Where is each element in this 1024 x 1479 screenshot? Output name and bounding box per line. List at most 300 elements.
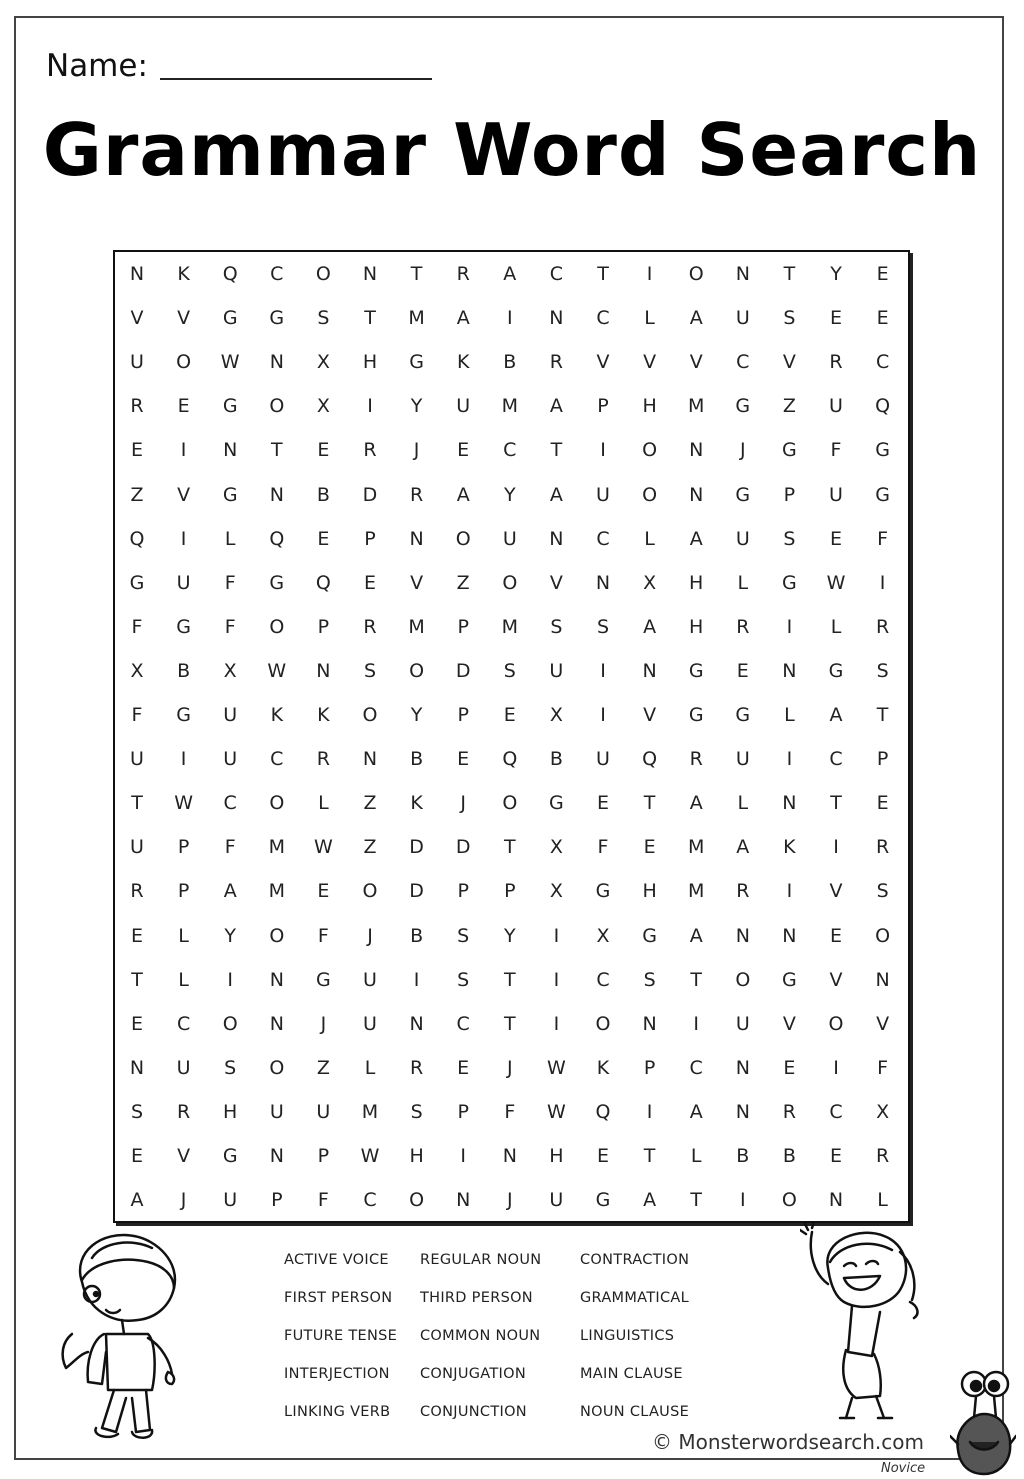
grid-letter[interactable]: M — [361, 1100, 379, 1123]
grid-letter[interactable]: C — [363, 1189, 377, 1212]
grid-letter[interactable]: D — [362, 483, 378, 506]
grid-letter[interactable]: A — [829, 704, 843, 726]
grid-letter[interactable]: N — [782, 659, 797, 682]
grid-letter[interactable]: U — [456, 395, 471, 418]
grid-letter[interactable]: N — [875, 968, 890, 991]
grid-letter[interactable]: L — [737, 571, 749, 594]
grid-letter[interactable]: A — [736, 836, 750, 859]
grid-letter[interactable]: Q — [129, 527, 145, 550]
grid-letter[interactable]: E — [457, 748, 470, 771]
grid-letter[interactable]: E — [876, 307, 889, 330]
grid-letter[interactable]: P — [177, 836, 190, 859]
grid-letter[interactable]: J — [367, 924, 373, 947]
grid-letter[interactable]: T — [783, 263, 796, 285]
grid-letter[interactable]: P — [177, 880, 190, 903]
grid-letter[interactable]: P — [457, 704, 469, 726]
grid-letter[interactable]: S — [410, 1100, 423, 1123]
grid-letter[interactable]: E — [829, 924, 842, 947]
grid-letter[interactable]: L — [690, 1145, 702, 1167]
grid-letter[interactable]: O — [269, 615, 285, 638]
grid-letter[interactable]: M — [687, 395, 705, 418]
grid-letter[interactable]: S — [130, 1100, 144, 1123]
grid-letter[interactable]: L — [830, 615, 842, 638]
grid-letter[interactable]: N — [828, 1189, 844, 1212]
grid-letter[interactable]: I — [646, 263, 653, 285]
grid-letter[interactable]: B — [503, 351, 517, 374]
grid-letter[interactable]: U — [549, 1189, 564, 1212]
grid-letter[interactable]: G — [642, 924, 657, 947]
grid-letter[interactable]: I — [646, 1100, 653, 1123]
grid-letter[interactable]: T — [643, 792, 656, 815]
grid-letter[interactable]: A — [549, 483, 563, 506]
grid-letter[interactable]: T — [503, 968, 516, 991]
grid-letter[interactable]: T — [690, 1189, 702, 1212]
grid-letter[interactable]: Z — [782, 395, 796, 418]
grid-letter[interactable]: I — [553, 1012, 560, 1035]
grid-letter[interactable]: I — [180, 439, 187, 462]
grid-letter[interactable]: E — [130, 439, 143, 462]
grid-letter[interactable]: E — [177, 395, 190, 418]
grid-letter[interactable]: X — [223, 659, 237, 682]
grid-letter[interactable]: A — [456, 307, 470, 330]
grid-letter[interactable]: N — [269, 1012, 284, 1035]
grid-letter[interactable]: C — [829, 748, 843, 771]
grid-letter[interactable]: C — [270, 748, 284, 771]
grid-letter[interactable]: S — [503, 659, 516, 682]
grid-letter[interactable]: O — [269, 924, 285, 947]
grid-letter[interactable]: U — [829, 395, 843, 418]
grid-letter[interactable]: F — [224, 615, 236, 638]
grid-letter[interactable]: L — [178, 968, 189, 991]
grid-letter[interactable]: T — [550, 439, 563, 462]
grid-letter[interactable]: T — [131, 792, 143, 815]
grid-letter[interactable]: G — [595, 1189, 611, 1212]
grid-letter[interactable]: K — [410, 792, 423, 815]
grid-letter[interactable]: N — [642, 659, 657, 682]
grid-letter[interactable]: N — [362, 263, 378, 285]
grid-letter[interactable]: Y — [410, 704, 423, 726]
grid-letter[interactable]: L — [877, 1189, 888, 1212]
grid-letter[interactable]: K — [783, 836, 796, 859]
grid-letter[interactable]: B — [736, 1145, 750, 1167]
grid-letter[interactable]: U — [130, 351, 144, 374]
grid-letter[interactable]: P — [876, 748, 889, 771]
grid-letter[interactable]: C — [270, 263, 284, 285]
grid-letter[interactable]: N — [269, 351, 284, 374]
grid-letter[interactable]: Q — [222, 263, 238, 285]
grid-letter[interactable]: K — [456, 351, 470, 374]
grid-letter[interactable]: K — [270, 704, 284, 726]
grid-letter[interactable]: G — [782, 968, 797, 991]
grid-letter[interactable]: I — [180, 527, 187, 550]
grid-letter[interactable]: M — [408, 615, 425, 638]
grid-letter[interactable]: T — [830, 792, 842, 815]
grid-letter[interactable]: N — [735, 1056, 750, 1079]
grid-letter[interactable]: C — [829, 1100, 843, 1123]
grid-letter[interactable]: O — [642, 439, 658, 462]
grid-letter[interactable]: G — [549, 792, 564, 815]
grid-letter[interactable]: J — [320, 1012, 327, 1035]
grid-letter[interactable]: P — [457, 1100, 469, 1123]
grid-letter[interactable]: G — [176, 615, 191, 638]
grid-letter[interactable]: V — [549, 571, 563, 594]
grid-letter[interactable]: M — [268, 836, 285, 859]
grid-letter[interactable]: E — [130, 1012, 143, 1035]
grid-letter[interactable]: L — [178, 924, 189, 947]
grid-letter[interactable]: I — [786, 615, 793, 638]
grid-letter[interactable]: R — [363, 615, 377, 638]
grid-letter[interactable]: R — [875, 836, 890, 859]
grid-letter[interactable]: N — [362, 748, 378, 771]
grid-letter[interactable]: J — [413, 439, 420, 462]
grid-letter[interactable]: X — [130, 659, 144, 682]
grid-letter[interactable]: O — [595, 1012, 611, 1035]
grid-letter[interactable]: A — [130, 1189, 144, 1212]
grid-letter[interactable]: A — [689, 1100, 703, 1123]
grid-letter[interactable]: F — [131, 704, 143, 726]
grid-letter[interactable]: U — [130, 748, 144, 771]
grid-letter[interactable]: D — [455, 836, 471, 859]
grid-letter[interactable]: A — [643, 1189, 657, 1212]
grid-letter[interactable]: O — [362, 880, 378, 903]
grid-letter[interactable]: J — [460, 792, 466, 815]
grid-letter[interactable]: G — [269, 307, 285, 330]
grid-letter[interactable]: X — [596, 924, 610, 947]
grid-letter[interactable]: L — [737, 792, 749, 815]
grid-letter[interactable]: R — [736, 880, 750, 903]
grid-letter[interactable]: A — [223, 880, 237, 903]
grid-letter[interactable]: E — [317, 439, 330, 462]
grid-letter[interactable]: Z — [130, 483, 144, 506]
grid-letter[interactable]: P — [271, 1189, 283, 1212]
grid-letter[interactable]: S — [457, 968, 470, 991]
grid-letter[interactable]: P — [783, 483, 796, 506]
grid-letter[interactable]: Q — [502, 748, 518, 771]
grid-letter[interactable]: S — [317, 307, 330, 330]
grid-letter[interactable]: J — [506, 1056, 513, 1079]
grid-letter[interactable]: A — [689, 792, 703, 815]
grid-letter[interactable]: W — [546, 1100, 566, 1123]
grid-letter[interactable]: U — [223, 704, 238, 726]
grid-letter[interactable]: Z — [456, 571, 470, 594]
grid-letter[interactable]: E — [596, 1145, 609, 1167]
grid-letter[interactable]: W — [546, 1056, 566, 1079]
grid-letter[interactable]: C — [223, 792, 237, 815]
grid-letter[interactable]: R — [316, 748, 330, 771]
grid-letter[interactable]: I — [600, 659, 606, 682]
grid-letter[interactable]: G — [688, 704, 704, 726]
grid-letter[interactable]: U — [363, 1012, 377, 1035]
grid-letter[interactable]: N — [689, 439, 704, 462]
grid-letter[interactable]: G — [782, 439, 797, 462]
grid-letter[interactable]: R — [409, 483, 424, 506]
grid-letter[interactable]: G — [735, 395, 751, 418]
grid-letter[interactable]: X — [549, 880, 563, 903]
grid-letter[interactable]: N — [549, 307, 564, 330]
grid-letter[interactable]: E — [317, 880, 330, 903]
grid-letter[interactable]: E — [783, 1056, 796, 1079]
grid-letter[interactable]: F — [317, 924, 329, 947]
grid-letter[interactable]: S — [596, 615, 610, 638]
grid-letter[interactable]: X — [316, 351, 330, 374]
grid-letter[interactable]: U — [176, 1056, 191, 1079]
grid-letter[interactable]: V — [177, 307, 191, 330]
grid-letter[interactable]: H — [642, 880, 657, 903]
grid-letter[interactable]: I — [553, 924, 560, 947]
grid-letter[interactable]: N — [735, 924, 750, 947]
grid-letter[interactable]: B — [549, 748, 563, 771]
grid-letter[interactable]: E — [829, 1145, 842, 1167]
grid-letter[interactable]: S — [363, 659, 377, 682]
grid-letter[interactable]: W — [174, 792, 193, 815]
grid-letter[interactable]: N — [269, 483, 284, 506]
grid-letter[interactable]: G — [176, 704, 191, 726]
grid-letter[interactable]: P — [457, 615, 469, 638]
grid-letter[interactable]: G — [875, 483, 890, 506]
grid-letter[interactable]: B — [410, 748, 424, 771]
grid-letter[interactable]: A — [643, 615, 657, 638]
grid-letter[interactable]: R — [363, 439, 377, 462]
grid-letter[interactable]: G — [782, 571, 797, 594]
grid-letter[interactable]: O — [828, 1012, 844, 1035]
grid-letter[interactable]: I — [506, 307, 513, 330]
grid-letter[interactable]: N — [735, 263, 750, 285]
grid-letter[interactable]: F — [877, 1056, 889, 1079]
grid-letter[interactable]: T — [876, 704, 889, 726]
grid-letter[interactable]: T — [364, 307, 376, 330]
grid-letter[interactable]: S — [783, 307, 796, 330]
grid-letter[interactable]: V — [782, 1012, 796, 1035]
grid-letter[interactable]: A — [689, 924, 703, 947]
grid-letter[interactable]: D — [409, 880, 424, 903]
grid-letter[interactable]: L — [224, 527, 236, 550]
grid-letter[interactable]: S — [457, 924, 470, 947]
grid-letter[interactable]: G — [875, 439, 890, 462]
grid-letter[interactable]: J — [506, 1189, 513, 1212]
grid-letter[interactable]: I — [367, 395, 373, 418]
grid-letter[interactable]: I — [739, 1189, 746, 1212]
grid-letter[interactable]: N — [409, 1012, 424, 1035]
grid-letter[interactable]: N — [456, 1189, 471, 1212]
grid-letter[interactable]: C — [176, 1012, 191, 1035]
grid-letter[interactable]: V — [782, 351, 796, 374]
grid-letter[interactable]: G — [409, 351, 424, 374]
grid-letter[interactable]: I — [879, 571, 886, 594]
grid-letter[interactable]: L — [644, 527, 655, 550]
grid-letter[interactable]: O — [875, 924, 891, 947]
grid-letter[interactable]: N — [223, 439, 238, 462]
grid-letter[interactable]: U — [363, 968, 377, 991]
grid-letter[interactable]: L — [644, 307, 655, 330]
grid-letter[interactable]: J — [739, 439, 746, 462]
grid-letter[interactable]: M — [687, 836, 705, 859]
grid-letter[interactable]: N — [269, 1145, 284, 1167]
grid-letter[interactable]: P — [597, 395, 609, 418]
grid-letter[interactable]: W — [826, 571, 846, 594]
grid-letter[interactable]: O — [222, 1012, 238, 1035]
grid-letter[interactable]: F — [224, 836, 236, 859]
grid-letter[interactable]: C — [503, 439, 517, 462]
grid-letter[interactable]: Y — [410, 395, 423, 418]
grid-letter[interactable]: N — [595, 571, 611, 594]
grid-letter[interactable]: H — [689, 615, 704, 638]
grid-letter[interactable]: N — [129, 263, 145, 285]
grid-letter[interactable]: A — [689, 527, 703, 550]
grid-letter[interactable]: Q — [269, 527, 285, 550]
grid-letter[interactable]: Z — [363, 836, 377, 859]
grid-letter[interactable]: A — [689, 307, 703, 330]
grid-letter[interactable]: M — [501, 615, 518, 638]
grid-letter[interactable]: I — [600, 439, 606, 462]
grid-letter[interactable]: V — [177, 483, 191, 506]
grid-letter[interactable]: O — [269, 1056, 285, 1079]
grid-letter[interactable]: I — [786, 748, 793, 771]
grid-letter[interactable]: Z — [363, 792, 377, 815]
grid-letter[interactable]: W — [360, 1145, 380, 1167]
grid-letter[interactable]: L — [364, 1056, 376, 1079]
grid-letter[interactable]: C — [456, 1012, 470, 1035]
grid-letter[interactable]: P — [643, 1056, 656, 1079]
grid-letter[interactable]: X — [316, 395, 330, 418]
grid-letter[interactable]: H — [409, 1145, 424, 1167]
grid-letter[interactable]: R — [130, 880, 144, 903]
grid-letter[interactable]: N — [129, 1056, 145, 1079]
grid-letter[interactable]: G — [222, 307, 238, 330]
grid-letter[interactable]: M — [687, 880, 705, 903]
grid-letter[interactable]: B — [410, 924, 424, 947]
grid-letter[interactable]: B — [782, 1145, 796, 1167]
grid-letter[interactable]: S — [876, 880, 889, 903]
grid-letter[interactable]: P — [317, 1145, 330, 1167]
grid-letter[interactable]: U — [735, 527, 750, 550]
grid-letter[interactable]: W — [313, 836, 333, 859]
grid-letter[interactable]: D — [455, 659, 471, 682]
grid-letter[interactable]: I — [460, 1145, 466, 1167]
grid-letter[interactable]: V — [876, 1012, 890, 1035]
grid-letter[interactable]: Q — [315, 571, 331, 594]
grid-letter[interactable]: O — [455, 527, 471, 550]
grid-letter[interactable]: E — [130, 924, 143, 947]
grid-letter[interactable]: U — [735, 307, 750, 330]
grid-letter[interactable]: E — [736, 659, 749, 682]
grid-letter[interactable]: Q — [875, 395, 891, 418]
grid-letter[interactable]: N — [409, 527, 424, 550]
grid-letter[interactable]: O — [781, 1189, 797, 1212]
grid-letter[interactable]: R — [549, 351, 563, 374]
grid-letter[interactable]: O — [502, 792, 518, 815]
grid-letter[interactable]: E — [643, 836, 656, 859]
grid-letter[interactable]: Y — [830, 263, 842, 285]
grid-letter[interactable]: B — [177, 659, 191, 682]
grid-letter[interactable]: L — [318, 792, 329, 815]
grid-letter[interactable]: R — [456, 263, 470, 285]
grid-letter[interactable]: G — [222, 395, 238, 418]
grid-letter[interactable]: V — [130, 307, 144, 330]
grid-letter[interactable]: U — [176, 571, 191, 594]
grid-letter[interactable]: Y — [503, 483, 516, 506]
grid-letter[interactable]: V — [643, 704, 657, 726]
grid-letter[interactable]: C — [596, 527, 610, 550]
grid-letter[interactable]: U — [735, 748, 750, 771]
grid-letter[interactable]: H — [549, 1145, 564, 1167]
grid-letter[interactable]: C — [549, 263, 564, 285]
grid-letter[interactable]: G — [828, 659, 844, 682]
grid-letter[interactable]: H — [642, 395, 657, 418]
grid-letter[interactable]: Y — [224, 924, 236, 947]
grid-letter[interactable]: I — [693, 1012, 699, 1035]
grid-letter[interactable]: O — [642, 483, 658, 506]
grid-letter[interactable]: E — [457, 1056, 470, 1079]
grid-letter[interactable]: W — [220, 351, 240, 374]
grid-letter[interactable]: F — [131, 615, 143, 638]
grid-letter[interactable]: S — [643, 968, 656, 991]
grid-letter[interactable]: S — [224, 1056, 237, 1079]
grid-letter[interactable]: N — [642, 1012, 657, 1035]
grid-letter[interactable]: X — [549, 704, 563, 726]
grid-letter[interactable]: V — [643, 351, 657, 374]
grid-letter[interactable]: W — [267, 659, 287, 682]
grid-letter[interactable]: P — [364, 527, 376, 550]
grid-letter[interactable]: R — [689, 748, 703, 771]
grid-letter[interactable]: T — [690, 968, 702, 991]
grid-letter[interactable]: P — [504, 880, 516, 903]
grid-letter[interactable]: G — [129, 571, 145, 594]
grid-letter[interactable]: T — [503, 836, 516, 859]
grid-letter[interactable]: X — [643, 571, 657, 594]
grid-letter[interactable]: R — [409, 1056, 424, 1079]
grid-letter[interactable]: O — [176, 351, 192, 374]
grid-letter[interactable]: R — [829, 351, 843, 374]
grid-letter[interactable]: U — [549, 659, 564, 682]
grid-letter[interactable]: P — [457, 880, 469, 903]
grid-letter[interactable]: T — [597, 263, 609, 285]
grid-letter[interactable]: G — [316, 968, 331, 991]
grid-letter[interactable]: C — [736, 351, 750, 374]
grid-letter[interactable]: C — [596, 968, 610, 991]
grid-letter[interactable]: H — [223, 1100, 238, 1123]
grid-letter[interactable]: T — [503, 1012, 516, 1035]
grid-letter[interactable]: R — [130, 395, 144, 418]
grid-letter[interactable]: U — [596, 748, 610, 771]
grid-letter[interactable]: U — [269, 1100, 284, 1123]
grid-letter[interactable]: T — [643, 1145, 656, 1167]
grid-letter[interactable]: O — [269, 395, 285, 418]
grid-letter[interactable]: K — [317, 704, 330, 726]
grid-letter[interactable]: O — [315, 263, 331, 285]
grid-letter[interactable]: I — [786, 880, 793, 903]
grid-letter[interactable]: F — [224, 571, 236, 594]
grid-letter[interactable]: G — [222, 483, 238, 506]
grid-letter[interactable]: F — [830, 439, 842, 462]
grid-letter[interactable]: V — [829, 880, 843, 903]
grid-letter[interactable]: R — [875, 615, 890, 638]
grid-letter[interactable]: X — [876, 1100, 890, 1123]
grid-letter[interactable]: G — [735, 704, 751, 726]
grid-letter[interactable]: N — [735, 1100, 750, 1123]
grid-letter[interactable]: E — [829, 527, 842, 550]
grid-letter[interactable]: U — [223, 748, 238, 771]
grid-letter[interactable]: A — [503, 263, 517, 285]
grid-letter[interactable]: H — [689, 571, 704, 594]
grid-letter[interactable]: C — [689, 1056, 703, 1079]
grid-letter[interactable]: U — [829, 483, 843, 506]
grid-letter[interactable]: Q — [642, 748, 658, 771]
grid-letter[interactable]: Z — [316, 1056, 330, 1079]
grid-letter[interactable]: G — [688, 659, 704, 682]
grid-letter[interactable]: O — [502, 571, 518, 594]
grid-letter[interactable]: I — [413, 968, 420, 991]
grid-letter[interactable]: F — [597, 836, 609, 859]
